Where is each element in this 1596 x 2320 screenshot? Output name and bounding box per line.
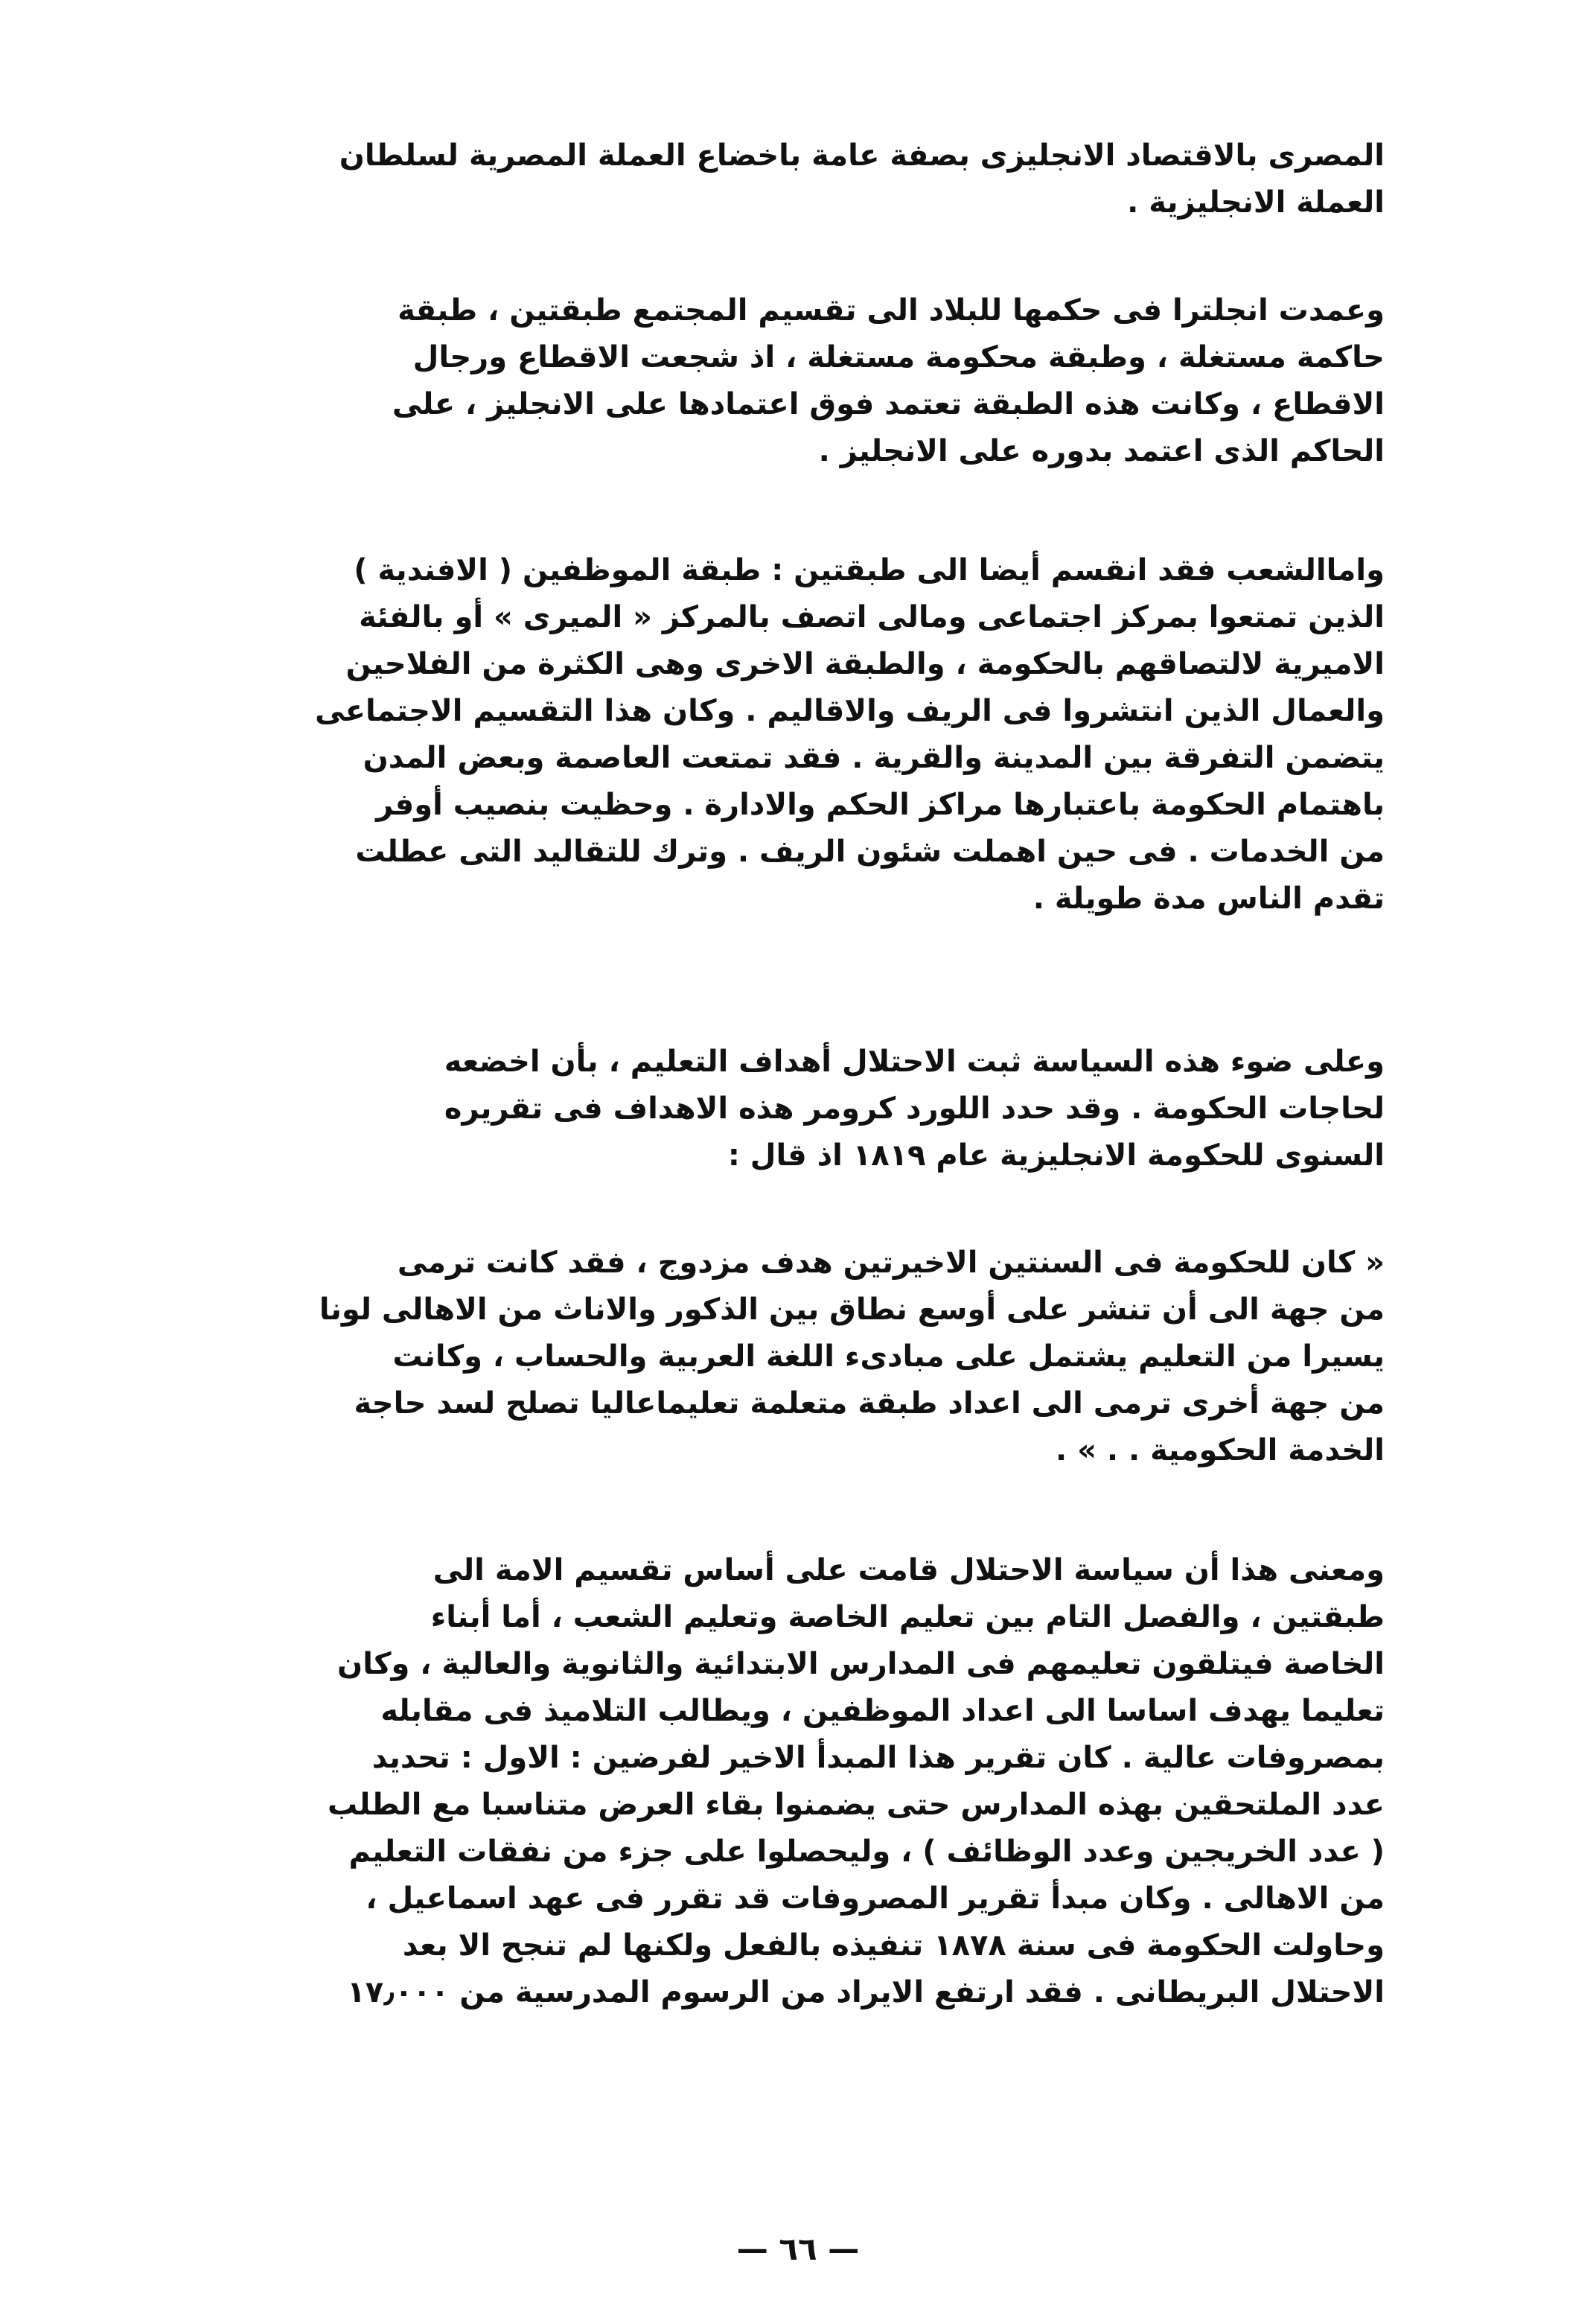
text-line: تقدم الناس مدة طويلة . <box>1032 882 1385 916</box>
text-line: الاحتلال البريطانى . فقد ارتفع الايراد من الرسوم المدرسية من ١٧٫٠٠٠ <box>347 1975 1385 2010</box>
text-line: من جهة أخرى ترمى الى اعداد طبقة متعلمة تعليماعاليا تصلح لسد حاجة <box>354 1386 1385 1421</box>
page-number: — ٦٦ — <box>736 2231 860 2267</box>
paragraph-6 <box>223 1547 1385 2016</box>
paragraph-3 <box>223 547 1385 922</box>
text-line: ومعنى هذا أن سياسة الاحتلال قامت على أساس تقسيم الامة الى <box>432 1553 1385 1587</box>
paragraph-1 <box>223 133 1385 226</box>
quote-block <box>223 1240 1385 1474</box>
text-line: والعمال الذين انتشروا فى الريف والاقاليم . وكان هذا التقسيم الاجتماعى <box>315 694 1385 728</box>
text-line: الخدمة الحكومية . . » . <box>1056 1433 1385 1467</box>
text-line: من الاهالى . وكان مبدأ تقرير المصروفات قد تقرر فى عهد اسماعيل ، <box>366 1881 1385 1916</box>
text-line: عدد الملتحقين بهذه المدارس حتى يضمنوا بقاء العرض متناسبا مع الطلب <box>328 1788 1385 1822</box>
text-line: الحاكم الذى اعتمد بدوره على الانجليز . <box>818 434 1385 468</box>
text-line: الاقطاع ، وكانت هذه الطبقة تعتمد فوق اعتمادها على الانجليز ، على <box>392 387 1385 421</box>
text-line: « كان للحكومة فى السنتين الاخيرتين هدف مزدوج ، فقد كانت ترمى <box>397 1246 1385 1280</box>
text-line: طبقتين ، والفصل التام بين تعليم الخاصة وتعليم الشعب ، أما أبناء <box>430 1600 1385 1634</box>
text-line: لحاجات الحكومة . وقد حدد اللورد كرومر هذه الاهداف فى تقريره <box>444 1092 1385 1126</box>
text-line: باهتمام الحكومة باعتبارها مراكز الحكم والادارة . وحظيت بنصيب أوفر <box>376 788 1385 822</box>
text-line: حاكمة مستغلة ، وطبقة محكومة مستغلة ، اذ شجعت الاقطاع ورجال <box>412 340 1385 375</box>
text-line: بمصروفات عالية . كان تقرير هذا المبدأ الاخير لفرضين : الاول : تحديد <box>371 1741 1385 1775</box>
text-line: ( عدد الخريجين وعدد الوظائف ) ، وليحصلوا على جزء من نفقات التعليم <box>348 1835 1385 1869</box>
text-line: الذين تمتعوا بمركز اجتماعى ومالى اتصف بالمركز « الميرى » أو بالفئة <box>359 600 1385 634</box>
text-line: تعليما يهدف اساسا الى اعداد الموظفين ، ويطالب التلاميذ فى مقابله <box>380 1694 1385 1728</box>
text-line: السنوى للحكومة الانجليزية عام ١٨١٩ اذ قال : <box>727 1138 1385 1173</box>
text-line: المصرى بالاقتصاد الانجليزى بصفة عامة باخضاع العملة المصرية لسلطان <box>339 138 1385 173</box>
text-line: من الخدمات . فى حين اهملت شئون الريف . وترك للتقاليد التى عطلت <box>355 835 1385 869</box>
text-line: وحاولت الحكومة فى سنة ١٨٧٨ تنفيذه بالفعل ولكنها لم تنجح الا بعد <box>402 1928 1385 1963</box>
text-line: واماالشعب فقد انقسم أيضا الى طبقتين : طبقة الموظفين ( الافندية ) <box>354 553 1385 587</box>
text-line: العملة الانجليزية . <box>1127 185 1385 220</box>
text-line: يتضمن التفرقة بين المدينة والقرية . فقد تمتعت العاصمة وبعض المدن <box>363 741 1385 775</box>
text-line: وعمدت انجلترا فى حكمها للبلاد الى تقسيم المجتمع طبقتين ، طبقة <box>398 293 1385 328</box>
paragraph-2 <box>223 287 1385 475</box>
text-line: وعلى ضوء هذه السياسة ثبت الاحتلال أهداف التعليم ، بأن اخضعه <box>444 1045 1385 1079</box>
text-line: يسيرا من التعليم يشتمل على مبادىء اللغة العربية والحساب ، وكانت <box>392 1339 1385 1374</box>
text-line: الخاصة فيتلقون تعليمهم فى المدارس الابتدائية والثانوية والعالية ، وكان <box>337 1647 1385 1681</box>
text-line: الاميرية لالتصاقهم بالحكومة ، والطبقة الاخرى وهى الكثرة من الفلاحين <box>345 647 1385 681</box>
text-line: من جهة الى أن تنشر على أوسع نطاق بين الذكور والاناث من الاهالى لونا <box>319 1293 1385 1327</box>
paragraph-4 <box>223 1039 1385 1179</box>
